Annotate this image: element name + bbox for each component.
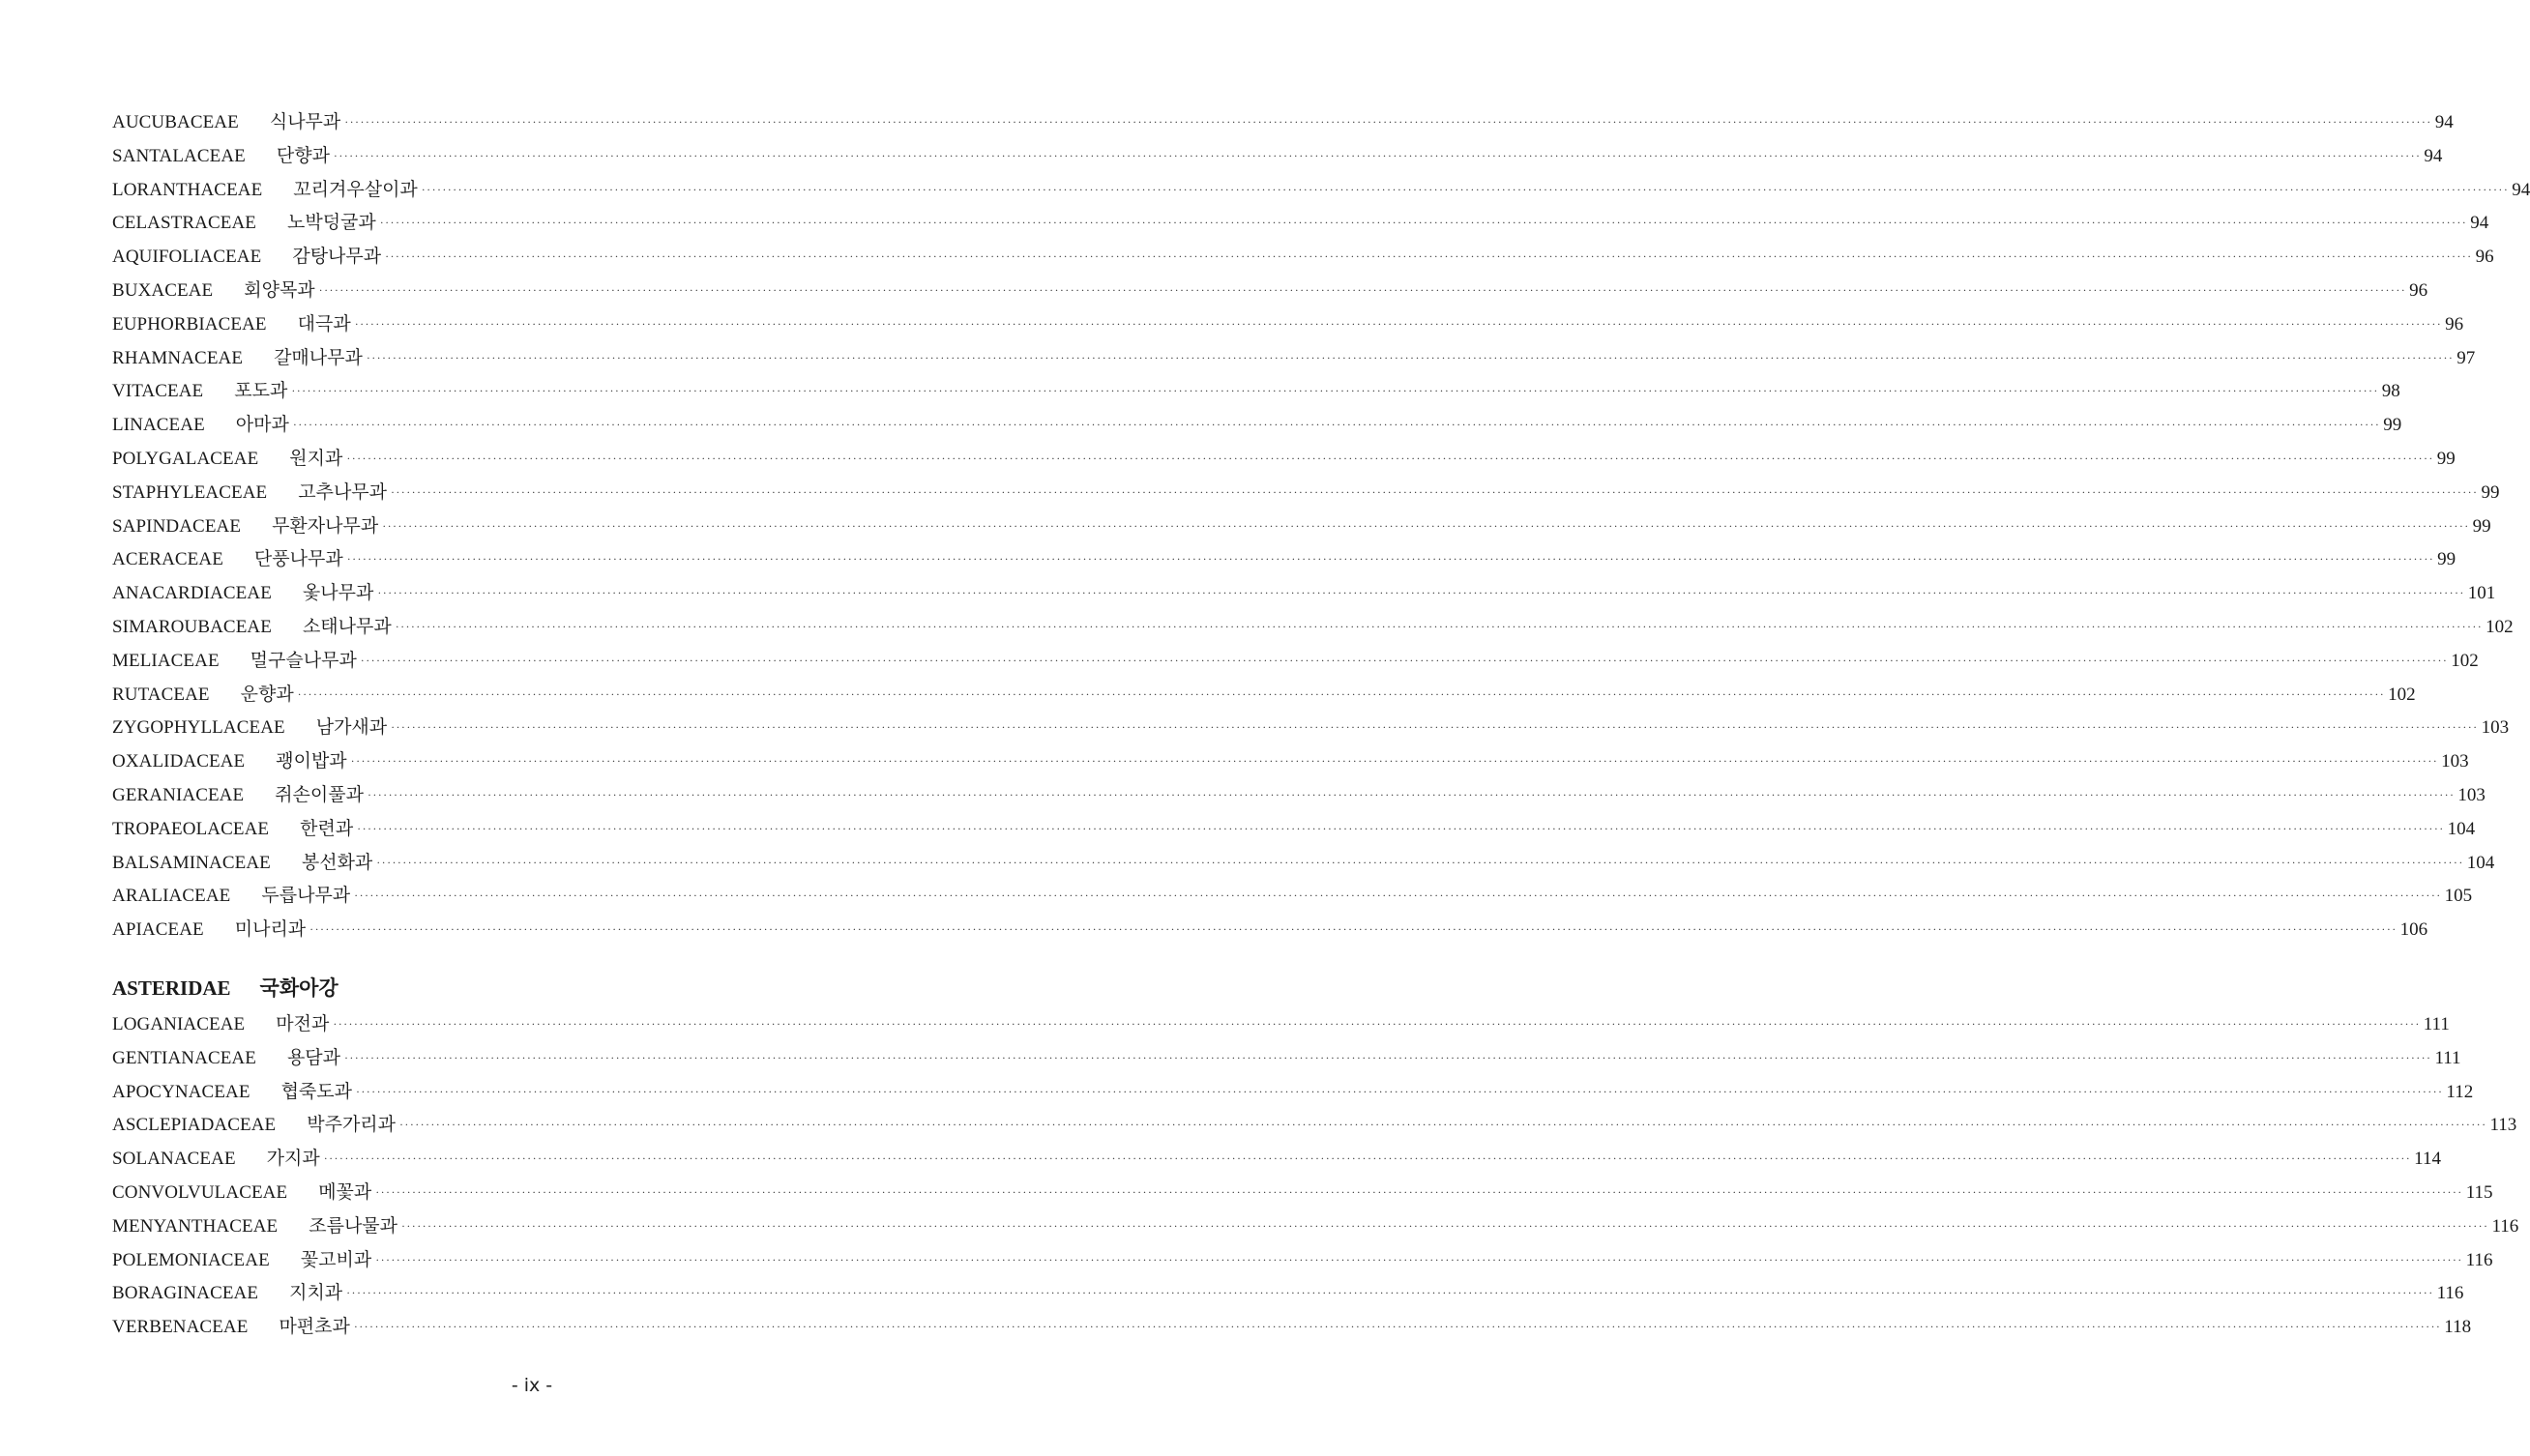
toc-entry[interactable] [112,678,2416,712]
toc-entry[interactable] [112,374,2400,408]
page-ref: 103 [2457,784,2486,805]
section-heading [112,969,950,1007]
toc-entry[interactable] [112,105,2454,139]
family-korean-name: 아마과 [235,414,289,436]
family-korean-name: 단풍나무과 [253,548,343,570]
page-ref: 102 [2486,616,2514,637]
family-latin-name: OXALIDACEAE [112,751,246,772]
toc-entry[interactable] [112,778,2486,812]
toc-entry[interactable] [112,442,2456,476]
dot-leader: ················································································································································································································································································································································································································ [399,1118,2487,1132]
toc-entry[interactable] [112,1276,2464,1310]
family-korean-name: 남가새과 [315,716,388,739]
dot-leader: ················································································································································································································································································································································································································ [353,1320,2442,1334]
toc-entry[interactable] [112,206,2489,240]
family-latin-name: MENYANTHACEAE [112,1215,279,1237]
dot-leader: ················································································································································································································································································································································································································ [318,282,2407,297]
dot-leader: ················································································································································································································································································································································································································ [385,249,2473,264]
page-ref: 99 [2472,515,2491,537]
page-ref: 116 [2436,1283,2464,1304]
dot-leader: ················································································································································································································································································································································································································ [297,686,2386,701]
dot-leader: ················································································································································································································································································································································································································ [354,888,2442,903]
section-heading-latin: ASTERIDAE [112,976,231,1000]
page-number: - ix - [511,1375,553,1396]
dot-leader: ················································································································································································································································································································································································································ [377,586,2465,600]
family-latin-name: LOGANIACEAE [112,1013,246,1034]
page-ref: 112 [2446,1081,2474,1102]
toc-entry[interactable] [112,1310,2472,1344]
toc-entry[interactable] [112,812,2476,846]
family-korean-name: 식나무과 [269,111,341,132]
family-korean-name: 단향과 [276,144,330,166]
family-latin-name: VERBENACEAE [112,1317,249,1338]
family-korean-name: 지치과 [289,1282,343,1304]
page-ref: 103 [2441,751,2469,772]
family-latin-name: SIMAROUBACEAE [112,616,272,637]
family-korean-name: 원지과 [289,447,343,469]
family-latin-name: SAPINDACEAE [112,515,242,537]
toc-entry[interactable] [112,711,2510,744]
family-korean-name: 마편초과 [279,1316,350,1338]
family-latin-name: STAPHYLEACEAE [112,481,268,503]
family-latin-name: ANACARDIACEAE [112,583,272,604]
toc-entry[interactable] [112,139,2443,173]
page-ref: 97 [2456,347,2476,368]
page-ref: 96 [2445,313,2464,335]
dot-leader: ················································································································································································································································································································································································································ [355,1084,2444,1098]
toc-entry[interactable] [112,1243,2493,1277]
dot-leader: ················································································································································································································································································································································································································ [382,518,2470,533]
toc-entry[interactable] [112,1142,2441,1176]
page-ref: 99 [2437,549,2456,570]
family-korean-name: 옻나무과 [302,582,374,604]
family-korean-name: 소태나무과 [302,615,392,637]
family-latin-name: ASCLEPIADACEAE [112,1115,277,1136]
dot-leader: ················································································································································································································································································································································································································ [346,552,2435,567]
family-korean-name: 마전과 [276,1012,330,1034]
family-latin-name: TROPAEOLACEAE [112,818,270,839]
dot-leader: ················································································································································································································································································································································································································ [344,115,2432,129]
page-ref: 99 [2383,415,2402,436]
family-latin-name: APOCYNACEAE [112,1081,250,1102]
toc-entry[interactable] [112,1075,2474,1109]
family-korean-name: 봉선화과 [301,851,373,873]
page-ref: 94 [2424,145,2443,166]
toc-entry[interactable] [112,1108,2517,1142]
family-korean-name: 회양목과 [244,278,315,301]
section-heading-korean: 국화아강 [259,976,338,1000]
page-ref: 116 [2491,1215,2519,1237]
family-latin-name: POLYGALACEAE [112,448,259,469]
dot-leader: ················································································································································································································································································································································································································ [346,1286,2434,1300]
page-ref: 111 [2423,1013,2450,1034]
family-latin-name: BALSAMINACEAE [112,852,271,873]
dot-leader: ················································································································································································································································································································································································································ [354,316,2443,331]
toc-entry[interactable] [112,274,2428,307]
page-ref: 101 [2467,583,2496,604]
toc-entry[interactable] [112,744,2469,778]
family-korean-name: 박주가리과 [307,1114,397,1136]
toc-entry[interactable] [112,173,2530,207]
family-korean-name: 꼬리겨우살이과 [293,178,418,200]
page-ref: 96 [2475,247,2494,268]
family-korean-name: 노박덩굴과 [286,212,376,234]
family-latin-name: MELIACEAE [112,650,220,671]
dot-leader: ················································································································································································································································································································································································································ [333,1016,2421,1031]
toc-entry[interactable] [112,846,2495,880]
family-latin-name: LORANTHACEAE [112,179,263,200]
dot-leader: ················································································································································································································································································································································································································ [421,182,2510,196]
family-korean-name: 감탕나무과 [292,246,382,268]
dot-leader: ················································································································································································································································································································································································································ [391,484,2479,499]
toc-entry[interactable] [112,408,2402,442]
toc-entry[interactable] [112,510,2491,543]
toc-entry[interactable] [112,1176,2493,1209]
family-latin-name: BUXACEAE [112,279,214,301]
page-ref: 106 [2399,919,2428,941]
table-of-contents [112,105,2530,1344]
family-korean-name: 한련과 [300,817,354,839]
toc-entry[interactable] [112,644,2479,678]
dot-leader: ················································································································································································································································································································································································································ [401,1218,2489,1233]
family-latin-name: GENTIANACEAE [112,1047,256,1068]
dot-leader: ················································································································································································································································································································································································································ [360,653,2449,667]
page-ref: 115 [2465,1181,2493,1203]
family-latin-name: ARALIACEAE [112,886,231,907]
family-latin-name: EUPHORBIACEAE [112,313,267,335]
page-ref: 98 [2381,381,2400,402]
family-latin-name: AQUIFOLIACEAE [112,247,262,268]
family-korean-name: 괭이밥과 [276,750,347,772]
family-korean-name: 고추나무과 [298,480,388,503]
family-latin-name: APIACEAE [112,919,204,941]
page-ref: 96 [2409,279,2428,301]
family-latin-name: VITACEAE [112,381,204,402]
page-ref: 102 [2388,684,2416,705]
family-latin-name: CONVOLVULACEAE [112,1181,288,1203]
dot-leader: ················································································································································································································································································································································································································ [391,720,2479,735]
dot-leader: ················································································································································································································································································································································································································ [323,1151,2412,1166]
family-korean-name: 포도과 [234,380,288,402]
family-korean-name: 용담과 [286,1046,341,1068]
family-korean-name: 무환자나무과 [272,514,379,537]
family-korean-name: 조름나물과 [309,1214,398,1237]
page-ref: 94 [2434,112,2454,132]
dot-leader: ················································································································································································································································································································································································································ [376,855,2464,869]
dot-leader: ················································································································································································································································································································································································································ [375,1184,2463,1199]
family-korean-name: 대극과 [297,312,351,335]
family-korean-name: 운향과 [240,683,294,705]
family-korean-name: 쥐손이풀과 [275,783,364,805]
page-ref: 113 [2489,1115,2517,1136]
family-korean-name: 가지과 [266,1148,320,1170]
toc-entry[interactable] [112,610,2514,644]
page-ref: 99 [2436,448,2456,469]
page-ref: 94 [2512,179,2530,200]
family-korean-name: 갈매나무과 [274,346,363,368]
toc-entry[interactable] [112,576,2496,610]
dot-leader: ················································································································································································································································································································································································································ [309,922,2398,937]
page-ref: 116 [2465,1249,2493,1270]
family-latin-name: GERANIACEAE [112,784,245,805]
family-latin-name: SOLANACEAE [112,1149,236,1170]
toc-entry[interactable] [112,913,2428,946]
family-latin-name: POLEMONIACEAE [112,1249,270,1270]
family-latin-name: SANTALACEAE [112,145,246,166]
dot-leader: ················································································································································································································································································································································································································ [375,1252,2463,1267]
dot-leader: ················································································································································································································································································································································································································ [366,350,2455,364]
family-korean-name: 두릅나무과 [261,885,351,907]
toc-entry[interactable] [112,542,2456,576]
toc-entry[interactable] [112,1209,2519,1243]
page-ref: 111 [2434,1047,2461,1068]
family-latin-name: AUCUBACEAE [112,112,239,132]
family-korean-name: 협죽도과 [280,1080,352,1102]
dot-leader: ················································································································································································································································································································································································································ [350,754,2439,769]
family-latin-name: RHAMNACEAE [112,347,244,368]
dot-leader: ················································································································································································································································································································································································································ [367,787,2456,801]
page-ref: 94 [2470,213,2489,234]
dot-leader: ················································································································································································································································································································································································································ [379,216,2468,230]
toc-entry[interactable] [112,879,2473,913]
page-ref: 99 [2481,481,2500,503]
dot-leader: ················································································································································································································································································································································································································ [333,148,2422,162]
toc-entry[interactable] [112,341,2476,375]
family-latin-name: LINACEAE [112,415,205,436]
family-korean-name: 메꽃과 [318,1180,372,1203]
page-ref: 102 [2451,650,2479,671]
family-korean-name: 꽃고비과 [300,1248,372,1270]
page-ref: 103 [2481,717,2510,739]
toc-entry[interactable] [112,240,2494,274]
family-latin-name: ZYGOPHYLLACEAE [112,717,285,739]
dot-leader: ················································································································································································································································································································································································································ [346,451,2434,465]
toc-entry[interactable] [112,476,2500,510]
family-korean-name: 미나리과 [234,918,307,941]
dot-leader: ················································································································································································································································································································································································································ [395,619,2484,633]
family-latin-name: CELASTRACEAE [112,213,256,234]
dot-leader: ················································································································································································································································································································································································································ [357,821,2445,835]
dot-leader: ················································································································································································································································································································································································································ [344,1050,2432,1064]
page-ref: 114 [2414,1149,2441,1170]
page-ref: 104 [2466,852,2495,873]
dot-leader: ················································································································································································································································································································································································································ [292,418,2381,432]
page-ref: 118 [2444,1317,2472,1338]
family-latin-name: ACERACEAE [112,549,223,570]
family-latin-name: BORAGINACEAE [112,1283,259,1304]
toc-entry[interactable] [112,1007,2450,1041]
page-ref: 105 [2444,886,2473,907]
toc-entry[interactable] [112,307,2464,341]
family-korean-name: 멀구슬나무과 [250,649,357,671]
family-latin-name: RUTACEAE [112,684,210,705]
toc-entry[interactable] [112,1041,2461,1075]
dot-leader: ················································································································································································································································································································································································································ [291,384,2379,398]
page-ref: 104 [2447,818,2476,839]
